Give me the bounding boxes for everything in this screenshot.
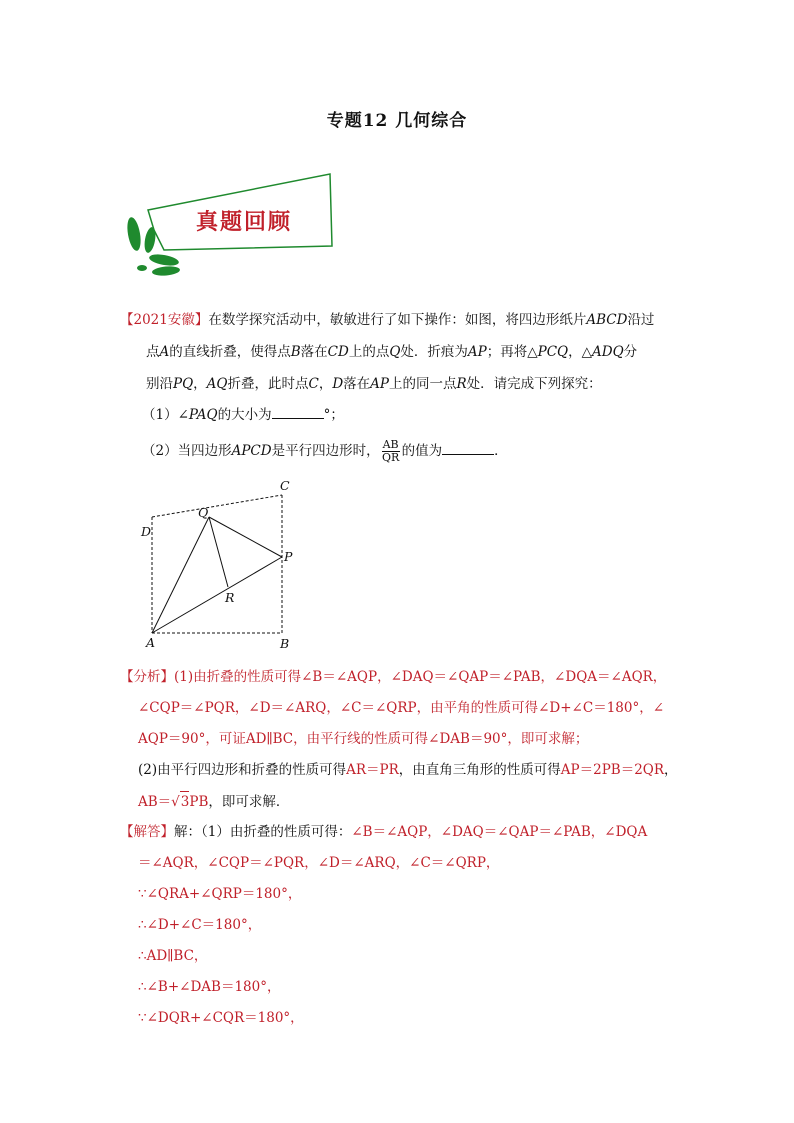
leaf-icon: [137, 265, 147, 271]
label-A: A: [146, 635, 156, 650]
analysis-line-3: AQP＝90°，可证AD∥BC，由平行线的性质可得∠DAB＝90°，即可求解；: [138, 731, 589, 747]
segment-AQ: [152, 517, 209, 633]
problem-line-2: 点A的直线折叠，使得点B落在CD上的点Q处．折痕为AP；再将△PCQ，△ADQ分: [146, 344, 638, 360]
solution-line-2: ＝∠AQR，∠CQP＝∠PQR，∠D＝∠ARQ，∠C＝∠QRP，: [138, 855, 500, 871]
segment-QR: [209, 517, 228, 587]
question-1: （1）∠PAQ的大小为 °；: [142, 407, 344, 423]
analysis-line-4: (2)由平行四边形和折叠的性质可得AR＝PR，由直角三角形的性质可得AP＝2PB＝2QR，: [138, 762, 678, 778]
solution-line-3: ∵∠QRA+∠QRP＝180°，: [138, 886, 302, 902]
solution-line-6: ∴∠B+∠DAB＝180°，: [138, 979, 281, 995]
leaf-icon: [148, 252, 179, 267]
segment-AP: [152, 557, 282, 633]
solution-line-7: ∵∠DQR+∠CQR＝180°，: [138, 1010, 304, 1026]
label-C: C: [280, 478, 290, 493]
label-Q: Q: [198, 505, 209, 520]
analysis-line-5: AB＝√3PB，即可求解．: [138, 791, 289, 812]
answer-blank: [442, 442, 494, 455]
label-P: P: [284, 549, 293, 564]
label-D: D: [141, 524, 152, 539]
problem-line-3: 别沿PQ，AQ折叠，此时点C，D落在AP上的同一点R处．请完成下列探究：: [146, 376, 602, 392]
question-2: （2）当四边形APCD是平行四边形时， $\frac{AB}{QR}$ 的值为 ．: [142, 438, 508, 464]
edge-DC: [152, 495, 282, 517]
analysis-line-2: ∠CQP＝∠PQR，∠D＝∠ARQ，∠C＝∠QRP，由平角的性质可得∠D+∠C＝180°，∠: [138, 700, 665, 716]
page-title: 专题12 几何综合: [326, 111, 468, 131]
solution-line-5: ∴AD∥BC，: [138, 948, 208, 964]
answer-blank: [272, 406, 324, 419]
label-R: R: [225, 590, 235, 605]
leaf-icon: [152, 265, 181, 276]
fraction: $\frac{AB}{QR}$: [381, 438, 400, 464]
leaf-icon: [125, 216, 143, 252]
analysis-line-1: 【分析】(1)由折叠的性质可得∠B＝∠AQP，∠DAQ＝∠QAP＝∠PAB，∠DQA＝∠AQR，: [120, 669, 667, 685]
solution-line-4: ∴∠D+∠C＝180°，: [138, 917, 262, 933]
banner-label: 真题回顾: [195, 209, 292, 235]
geometry-figure: [130, 475, 310, 655]
solution-line-1: 【解答】解：（1）由折叠的性质可得：∠B＝∠AQP，∠DAQ＝∠QAP＝∠PAB，∠DQA: [120, 824, 648, 840]
sqrt-icon: √: [171, 794, 180, 810]
label-B: B: [280, 636, 290, 651]
segment-QP: [209, 517, 282, 557]
problem-line-1: 【2021安徽】在数学探究活动中，敏敏进行了如下操作：如图，将四边形纸片ABCD沿过: [120, 312, 655, 328]
